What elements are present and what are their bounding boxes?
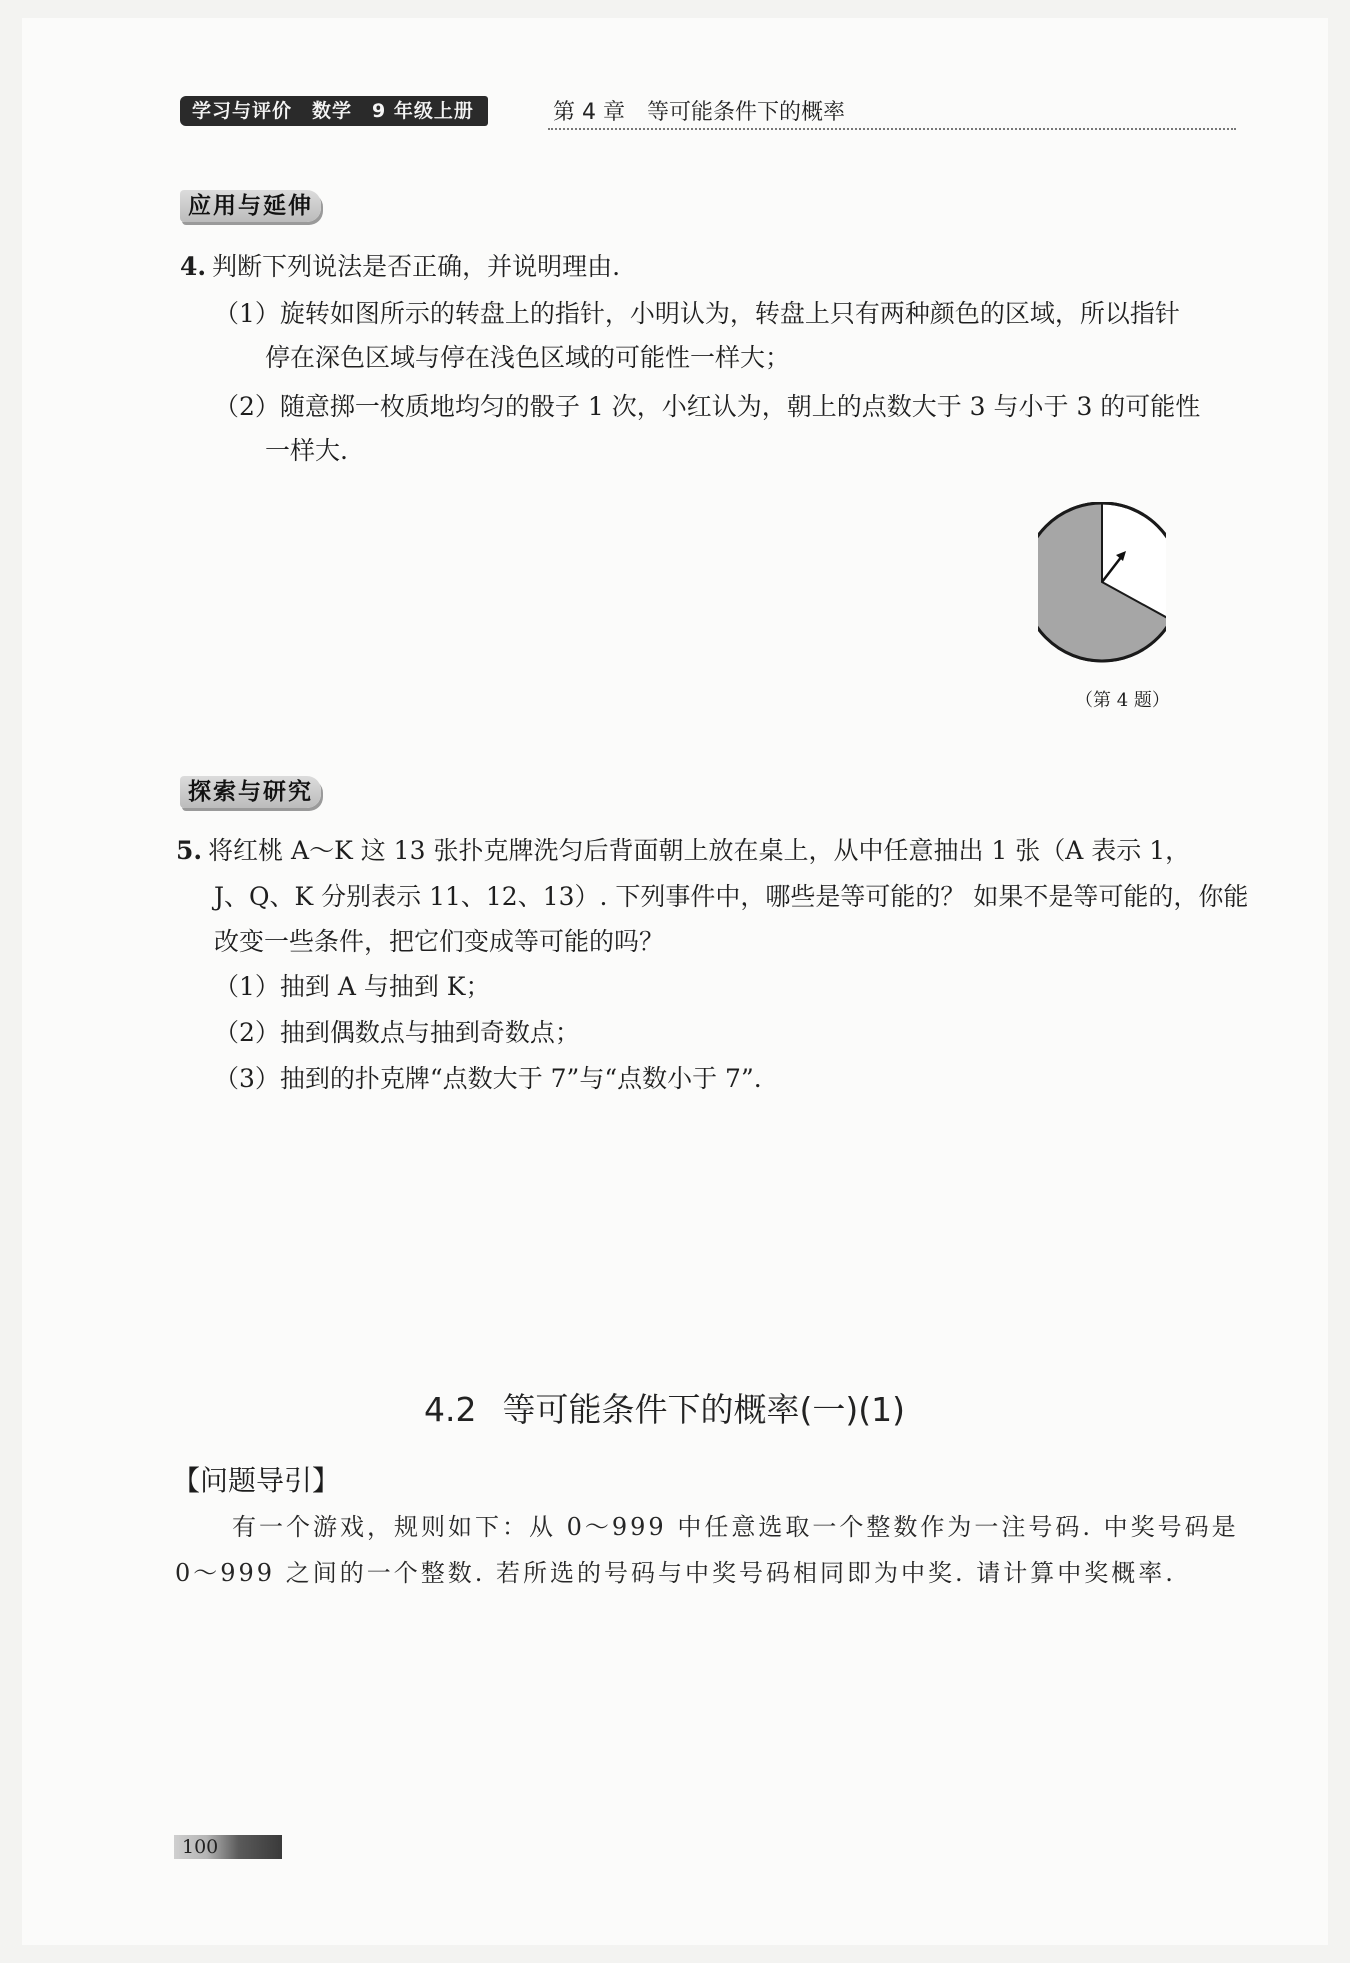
book-series: 学习与评价 <box>192 100 293 122</box>
lesson-number: 4.2 <box>424 1390 477 1429</box>
question-5-part-3: （3）抽到的扑克牌“点数大于 7”与“点数小于 7”. <box>214 1064 762 1093</box>
lesson-title <box>424 1388 905 1432</box>
question-5-number: 5. <box>176 836 203 865</box>
figure-caption: （第 4 题） <box>1075 690 1170 711</box>
question-5-line-1 <box>176 834 1190 868</box>
question-4-number: 4. <box>180 252 207 281</box>
question-4-text: 判断下列说法是否正确，并说明理由. <box>212 252 621 281</box>
page-number: 100 <box>182 1836 219 1858</box>
guide-line-2: 0～999 之间的一个整数. 若所选的号码与中奖号码相同即为中奖. 请计算中奖概率. <box>175 1559 1176 1587</box>
question-4-part-2-line-2: 一样大. <box>265 436 348 465</box>
question-5-part-2: （2）抽到偶数点与抽到奇数点； <box>214 1018 580 1047</box>
section-label-explore: 探索与研究 <box>180 776 321 808</box>
question-4-part-1-line-1: （1）旋转如图所示的转盘上的指针，小明认为，转盘上只有两种颜色的区域，所以指针 <box>214 299 1180 328</box>
book-grade: 9 年级上册 <box>372 100 474 122</box>
question-5-text: 将红桃 A～K 这 13 张扑克牌洗匀后背面朝上放在桌上，从中任意抽出 1 张（A 表示 1， <box>208 836 1191 865</box>
guide-heading: 【问题导引】 <box>172 1464 341 1497</box>
guide-line-1: 有一个游戏，规则如下：从 0～999 中任意选取一个整数作为一注号码. 中奖号码是 <box>232 1513 1239 1541</box>
lesson-title-text: 等可能条件下的概率(一)(1) <box>502 1390 905 1429</box>
page-number-bar <box>174 1835 282 1859</box>
spinner-figure <box>1038 502 1166 668</box>
header-dotted-rule <box>548 128 1236 130</box>
chapter-title: 等可能条件下的概率 <box>646 100 845 125</box>
question-5-part-1: （1）抽到 A 与抽到 K； <box>214 972 491 1001</box>
chapter-number: 第 4 章 <box>553 100 625 125</box>
question-4-part-1-line-2: 停在深色区域与停在浅色区域的可能性一样大； <box>265 343 791 372</box>
book-subject: 数学 <box>312 100 353 122</box>
question-4-part-2-line-1: （2）随意掷一枚质地均匀的骰子 1 次，小红认为，朝上的点数大于 3 与小于 3 的可能性 <box>214 392 1201 421</box>
book-title-tab <box>180 96 488 126</box>
chapter-heading <box>553 96 845 130</box>
section-label-application: 应用与延伸 <box>180 190 321 222</box>
question-4-stem <box>180 250 620 284</box>
question-5-line-2: J、Q、K 分别表示 11、12、13）. 下列事件中，哪些是等可能的？ 如果不是等可能的，你能 <box>214 882 1249 911</box>
question-5-line-3: 改变一些条件，把它们变成等可能的吗？ <box>214 927 665 956</box>
